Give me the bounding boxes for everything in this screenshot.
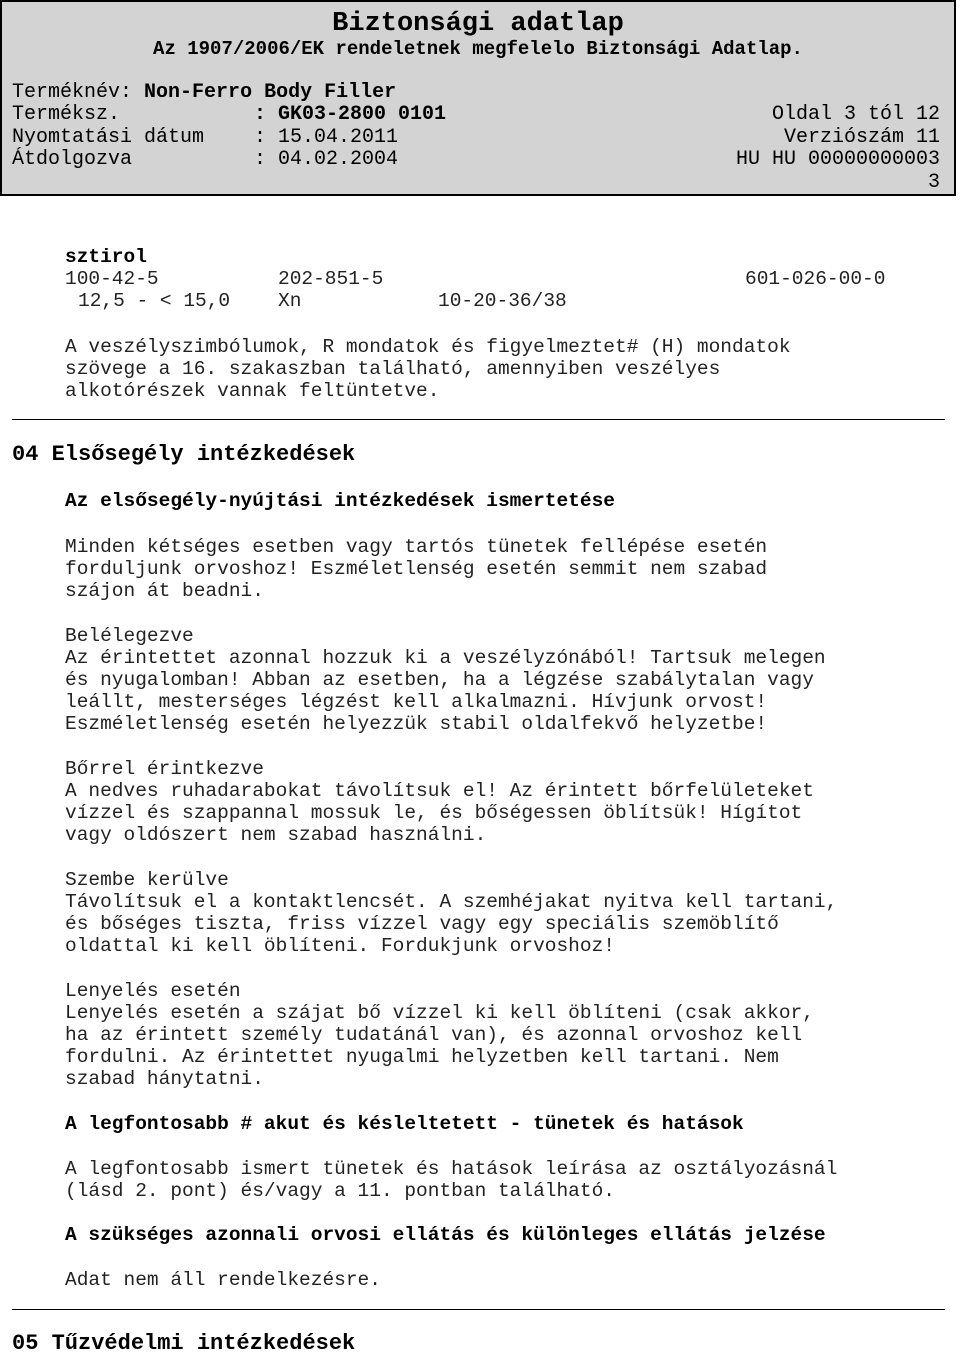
print-date-row: [12, 127, 398, 149]
r-phrases: 10-20-36/38: [438, 290, 567, 312]
composition-note-line: szövege a 16. szakaszban található, amennyiben veszélyes: [65, 358, 721, 380]
product-number-row: [12, 104, 446, 126]
revised-row: [12, 149, 398, 171]
document-code: HU HU 00000000003: [735, 148, 940, 171]
composition-note-line: alkotórészek vannak feltüntetve.: [65, 380, 440, 402]
document-code-continued: 3: [927, 171, 940, 194]
medical-attention-text: Adat nem áll rendelkezésre.: [65, 1269, 381, 1291]
print-date: : 15.04.2011: [254, 126, 399, 149]
ingestion-line: ha az érintett személy tudatánál van), és azonnal orvoshoz kell: [65, 1024, 803, 1046]
ingestion-line: fordulni. Az érintettet nyugalmi helyzetben kell tartani. Nem: [65, 1046, 779, 1068]
skin-contact-heading: Bőrrel érintkezve: [65, 758, 264, 780]
concentration: 12,5 - < 15,0: [78, 290, 231, 312]
document-subtitle: Az 1907/2006/EK rendeletnek megfelelo Biztonsági Adatlap.: [153, 38, 803, 60]
section-divider: [12, 419, 945, 420]
skin-contact-line: vízzel és szappannal mossuk le, és bőségessen öblítsük! Hígítot: [65, 802, 803, 824]
eye-contact-line: Távolítsuk el a kontaktlencsét. A szemhéjakat nyitva kell tartani,: [65, 891, 838, 913]
general-advice-line: szájon át beadni.: [65, 580, 264, 602]
page-info: Oldal 3 tól 12: [771, 103, 940, 126]
symptoms-line: A legfontosabb ismert tünetek és hatások leírása az osztályozásnál: [65, 1158, 838, 1180]
section-04-title: 04 Elsősegély intézkedések: [12, 442, 356, 467]
product-name-label: Terméknév:: [12, 81, 133, 104]
revised-date: : 04.02.2004: [254, 148, 399, 171]
hazard-symbol: Xn: [278, 290, 302, 312]
inhalation-line: Az érintettet azonnal hozzuk ki a veszélyzónából! Tartsuk melegen: [65, 647, 826, 669]
revised-label: Átdolgozva: [12, 148, 133, 171]
inhalation-line: leállt, mesterséges légzést kell alkalmazni. Hívjunk orvost!: [65, 691, 768, 713]
print-date-label: Nyomtatási dátum: [12, 126, 205, 149]
inhalation-line: és nyugalomban! Abban az esetben, ha a légzése szabálytalan vagy: [65, 669, 814, 691]
section-divider: [12, 1309, 945, 1310]
ec-number: 202-851-5: [278, 268, 384, 290]
symptoms-line: (lásd 2. pont) és/vagy a 11. pontban található.: [65, 1180, 615, 1202]
eye-contact-heading: Szembe kerülve: [65, 869, 229, 891]
document-header: [0, 0, 956, 196]
inhalation-heading: Belélegezve: [65, 625, 194, 647]
product-number: : GK03-2800 0101: [254, 103, 447, 126]
inhalation-line: Eszméletlenség esetén helyezzük stabil oldalfekvő helyzetbe!: [65, 713, 768, 735]
cas-number: 100-42-5: [65, 268, 159, 290]
general-advice-line: forduljunk orvoshoz! Eszméletlenség esetén semmit nem szabad: [65, 558, 768, 580]
product-name: Non-Ferro Body Filler: [144, 81, 397, 104]
medical-attention-heading: A szükséges azonnali orvosi ellátás és különleges ellátás jelzése: [65, 1224, 826, 1246]
product-number-label: Terméksz.: [12, 103, 121, 126]
eye-contact-line: és bőséges tiszta, friss vízzel vagy egy speciális szemöblítő: [65, 913, 779, 935]
section-05-title: 05 Tűzvédelmi intézkedések: [12, 1331, 356, 1356]
index-number: 601-026-00-0: [745, 268, 886, 290]
composition-note-line: A veszélyszimbólumok, R mondatok és figyelmeztet# (H) mondatok: [65, 336, 791, 358]
eye-contact-line: oldattal ki kell öblíteni. Fordukjunk orvoshoz!: [65, 935, 615, 957]
version-number: Verziószám 11: [783, 126, 940, 149]
skin-contact-line: A nedves ruhadarabokat távolítsuk el! Az érintett bőrfelületeket: [65, 780, 814, 802]
product-name-row: [12, 82, 396, 104]
ingestion-line: Lenyelés esetén a szájat bő vízzel ki kell öblíteni (csak akkor,: [65, 1002, 814, 1024]
ingestion-heading: Lenyelés esetén: [65, 980, 241, 1002]
ingestion-line: szabad hánytatni.: [65, 1068, 264, 1090]
substance-name: sztirol: [65, 246, 147, 268]
symptoms-heading: A legfontosabb # akut és késleltetett - tünetek és hatások: [65, 1113, 744, 1135]
section-04-subtitle: Az elsősegély-nyújtási intézkedések ismertetése: [65, 490, 615, 512]
document-title: Biztonsági adatlap: [332, 9, 624, 39]
skin-contact-line: vagy oldószert nem szabad használni.: [65, 824, 487, 846]
general-advice-line: Minden kétséges esetben vagy tartós tünetek fellépése esetén: [65, 536, 768, 558]
